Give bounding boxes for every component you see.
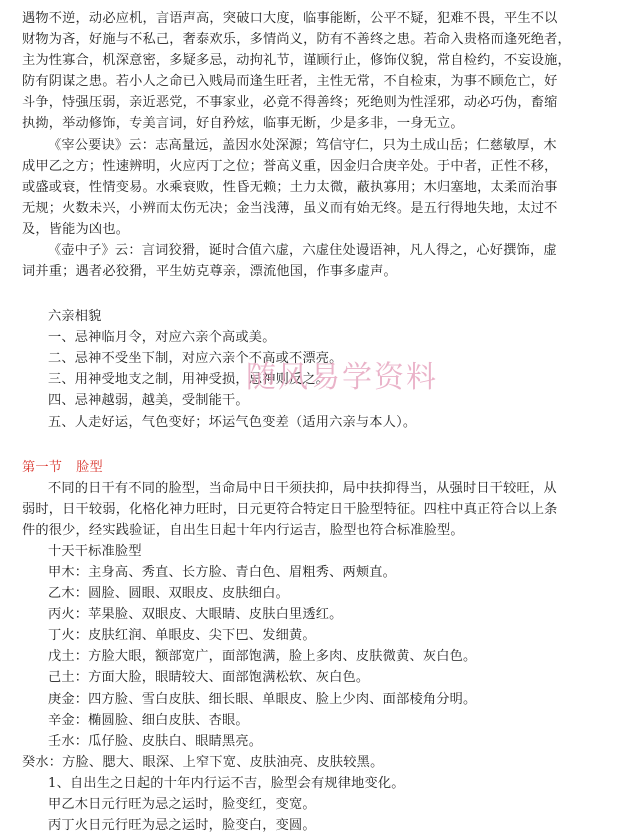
- paragraph-line: 件的很少，经实践验证，自出生日起十年内行运吉，脸型也符合标准脸型。: [22, 522, 464, 538]
- paragraph-line: 或盛或衰，性情变易。水乘衰败，性昏无赖；土力太微，蔽执寡用；木归塞地，太柔而治事: [22, 179, 558, 195]
- section-heading: [22, 457, 606, 478]
- list-item: 丙火：苹果脸、双眼皮、大眼睛、皮肤白里透红。: [48, 607, 343, 623]
- list-item: 五、人走好运，气色变好；坏运气色变差（适用六亲与本人）。: [48, 414, 417, 430]
- section-title: 脸型: [76, 459, 103, 475]
- list-item: 一、忌神临月令，对应六亲个高或美。: [48, 330, 276, 346]
- section-subheading: 六亲相貌: [48, 309, 102, 325]
- list-item: 庚金：四方脸、雪白皮肤、细长眼、单眼皮、脸上少肉、面部棱角分明。: [48, 691, 477, 707]
- list-item: 己土：方面大脸，眼睛较大、面部饱满松软、灰白色。: [48, 670, 370, 686]
- list-item: 四、忌神越弱，越美，受制能干。: [48, 393, 249, 409]
- paragraph-line: 甲乙木日元行旺为忌之运时，脸变红，变宽。: [48, 796, 316, 812]
- paragraph-line: 丙丁火日元行旺为忌之运时，脸变白，变圆。: [48, 818, 316, 833]
- paragraph-line: 弱时，日干较弱，化格化神力旺时，日元更符合特定日干脸型特征。四柱中真正符合以上条: [22, 501, 558, 517]
- list-item: 三、用神受地支之制，用神受损，忌神则反之。: [48, 372, 330, 388]
- list-item: 壬水：瓜仔脸、皮肤白、眼睛黑亮。: [48, 733, 263, 749]
- list-item: 甲木：主身高、秀直、长方脸、青白色、眉粗秀、两颊直。: [48, 565, 397, 580]
- paragraph-line: 《壶中子》云：言词狡猾，诞时合值六虚，六虚住处谩语神，凡人得之，心好撰饰，虚: [48, 242, 557, 258]
- paragraph-line: 无规；火数未兴，小辨而太伤无决；金当浅薄，虽义而有始无终。是五行得地失地，太过不: [22, 200, 558, 216]
- paragraph-line: 遇物不逆，动必应机，言语声高，突破口大度，临事能断，公平不疑，犯难不畏，平生不以: [22, 11, 558, 26]
- paragraph-line: 及，皆能为凶也。: [22, 221, 130, 237]
- section-number: 第一节: [22, 459, 63, 475]
- list-item: 戊土：方脸大眼，额部宽广，面部饱满，脸上多肉、皮肤微黄、灰白色。: [48, 649, 477, 665]
- paragraph-line: 不同的日干有不同的脸型，当命局中日干须扶抑，局中扶抑得当，从强时日干较旺，从: [48, 480, 557, 496]
- list-item: 癸水：方脸、腮大、眼深、上窄下宽、皮肤油亮、皮肤较黑。: [22, 754, 384, 770]
- paragraph-line: 财物为吝，好施与不私己，奢泰欢乐，多情尚义，防有不善终之患。若命入贵格而逢死绝者，: [22, 32, 571, 48]
- paragraph-line: 执拗，举动修饰，专美言词，好自矜炫，临事无断，少是多非，一身无立。: [22, 116, 464, 132]
- list-item: 辛金：椭圆脸、细白皮肤、杏眼。: [48, 712, 249, 728]
- paragraph-line: 成甲乙之方；性速辨明，火应丙丁之位；誉高义重，因金归合庚辛处。于中者，正性不移，: [22, 158, 558, 174]
- paragraph-line: 《宰公要诀》云：志高量远，盖因水处深源；笃信守仁，只为土成山岳；仁慈敏厚，木: [48, 137, 557, 153]
- paragraph-line: 词并重；遇者必狡猾，平生妨克尊亲，漂流他国，作事多虚声。: [22, 264, 397, 279]
- list-item: 乙木：圆脸、圆眼、双眼皮、皮肤细白。: [48, 586, 289, 602]
- paragraph-line: 主为性寡合，机深意密，多疑多忌，动拘礼节，谨顾行止，修饰仪貌，常自检约，不妄设施，: [22, 53, 571, 69]
- paragraph-line: 1、自出生之日起的十年内行运不吉，脸型会有规律地变化。: [48, 775, 405, 791]
- list-item: 二、忌神不受坐下制，对应六亲个不高或不漂亮。: [48, 351, 343, 367]
- paragraph-line: 斗争，恃强压弱，亲近恶党，不事家业，必竟不得善终；死绝则为性淫邪，动必巧伪，畜缩: [22, 95, 558, 111]
- list-item: 丁火：皮肤红润、单眼皮、尖下巴、发细黄。: [48, 628, 316, 644]
- watermark-text: 随风易学资料: [246, 360, 438, 395]
- paragraph-line: 防有阴谋之患。若小人之命已入贱局而逢生旺者，主性无常，不自检束，为事不顾危亡，好: [22, 74, 558, 90]
- section-subheading: 十天干标准脸型: [48, 543, 142, 559]
